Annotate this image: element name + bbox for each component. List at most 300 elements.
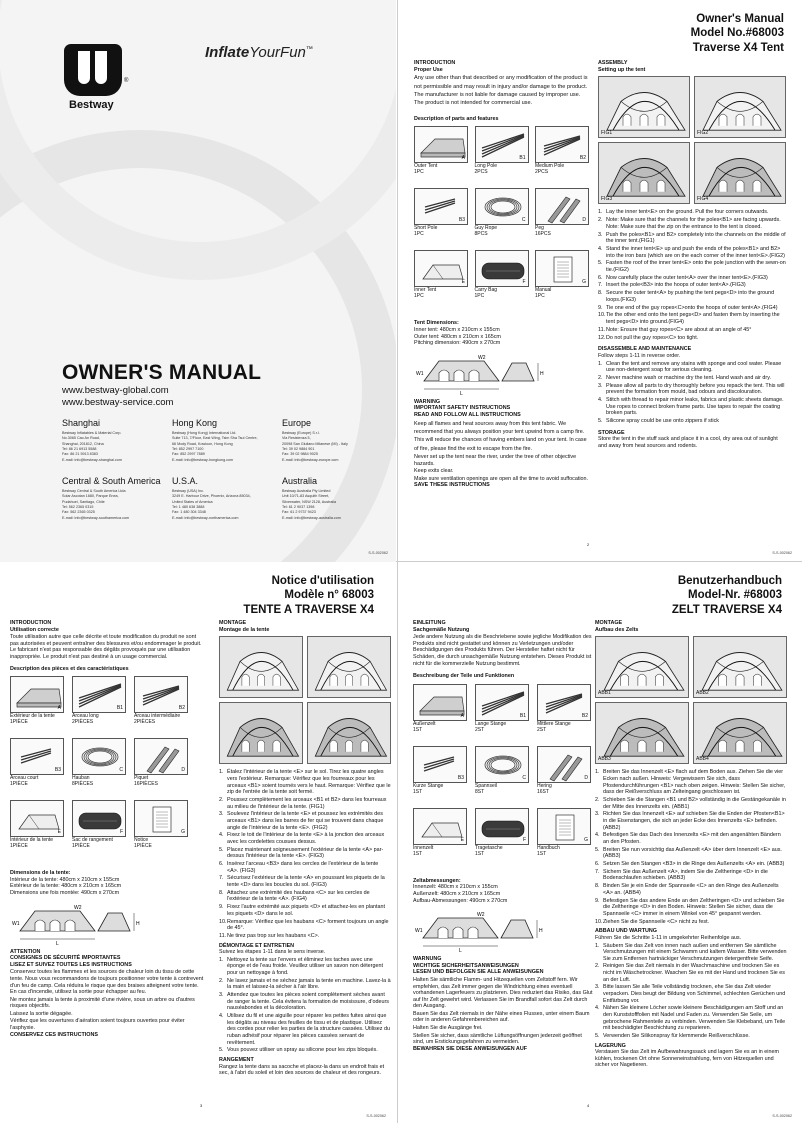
assembly-figures (219, 636, 391, 768)
parts-grid (414, 126, 589, 316)
page-number: 3 (200, 1103, 203, 1109)
part-letter: A (57, 705, 61, 712)
part-caption (537, 784, 591, 796)
office-line: United States of America (172, 499, 213, 504)
step-item (595, 984, 787, 1004)
office-line: 3249 E. Harbour Drive, Phoenix, Arizona 85034, (172, 494, 251, 499)
office-line: No.3065 Cao An Road, (62, 436, 100, 441)
brand-name: Bestway (69, 99, 114, 111)
tent-window (50, 920, 60, 931)
part-name: Extérieur de la tente (10, 713, 55, 720)
model-number: Model-Nr. #68003 (688, 589, 782, 602)
part-drawing (414, 685, 467, 721)
warning-text-3: Laissez la sortie dégagée. (10, 1010, 73, 1017)
step-number: 6. (595, 861, 600, 868)
office-line: Tel: 61 2 9037 1398 (282, 505, 315, 510)
save-instructions: BEWAHREN SIE DIESE ANWEISUNGEN AUF (413, 1045, 528, 1052)
save-instructions: SAVE THESE INSTRUCTIONS (414, 482, 490, 489)
part-item (72, 800, 126, 850)
step-number: 3. (595, 811, 600, 818)
part-image (537, 684, 591, 721)
part-name: Arceau intermédiaire (134, 713, 181, 720)
step-number: 4. (595, 832, 600, 839)
office-line: Pudahuel, Santiago, Chile (62, 499, 105, 504)
part-name: Piquet (134, 775, 149, 782)
part-name: Kurze Stange (413, 782, 444, 789)
step-text: Befestigen Sie das Dach des Innenzelts <E> mit den angenähten Bändern an den Pfosten. (603, 832, 781, 845)
figure-label: FIG3 (601, 196, 613, 203)
part-image (413, 746, 467, 783)
part-quantity: 1ST (413, 726, 423, 733)
maintenance-steps (219, 957, 391, 1054)
step-number: 8. (595, 883, 600, 890)
assembly-figure-3 (595, 702, 689, 764)
step-item (598, 418, 786, 425)
step-text: Insérez l'arceau <B3> dans les cercles de l'extérieur de la tente <A>. (FIG3) (227, 861, 379, 874)
part-caption (535, 226, 589, 238)
step-number: 9. (219, 904, 224, 911)
part-item (475, 250, 529, 300)
part-caption (72, 838, 126, 850)
page-number: 4 (587, 1103, 590, 1109)
office-address (172, 431, 282, 463)
part-drawing (476, 809, 529, 845)
step-number: 6. (598, 274, 603, 281)
part-caption (475, 164, 529, 176)
step-item (595, 943, 787, 963)
setup-heading: Setting up the tent (598, 66, 646, 73)
step-text: Tie the other end onto the tent pegs<D> and fasten them by inserting the tent pegs<D> into ground.(FIG4) (606, 312, 780, 325)
warning-text-3: Keep exits clear. (414, 468, 454, 475)
step-text: Lay the inner tent<E> on the ground. Pull the four corners outwards. (606, 209, 769, 216)
step-text: Nettoyez la tente sur l'envers et éliminez les taches avec une éponge et de l'eau froide. Veuillez utiliser un savon non détergent pour un nettoyage à fond. (227, 956, 383, 977)
part-image (134, 738, 188, 775)
office-city: Shanghai (62, 418, 101, 428)
step-text: Attendez que toutes les pièces soient complètement sèches avant de ranger la tente. Cela évitera la formation de moisissure, d'odeurs nauséabondes et la décoloration. (227, 992, 389, 1012)
part-quantity: 1ST (413, 850, 423, 857)
part-letter: B2 (178, 705, 185, 712)
step-item (595, 861, 787, 868)
dimension-1: Innenzelt: 480cm x 210cm x 155cm (413, 884, 498, 891)
dimension-2: Outer tent: 480cm x 210cm x 165cm (414, 333, 501, 340)
page-number: 2 (587, 542, 590, 548)
storage-text: Rangez la tente dans sa sacoche et placez-la dans un endroit frais et sec, à l'abri du soleil et loin des sources de chaleur et des rongeurs. (219, 1063, 385, 1077)
step-text: Please allow all parts to dry thoroughly before you repack the tent. This will prevent the formation from mould, bad odours and discolouration. (606, 382, 785, 396)
step-text: Nähen Sie kleinere Löcher sowie kleinere Beschädigungen am Stoff und an den Kunststofffolien mit Nadel und Faden zu. Verwenden Sie Seile, um gebrochene Rahmenteile zu verbinden. Verwenden Sie Klebeband, um Teile mit beschädigter Beschichtung zu reparieren. (603, 1005, 786, 1032)
step-text: Placez maintenant soigneusement l'extérieur de la tente <A> par-dessus l'intérieur de la tente <E>. (FIG3) (227, 846, 384, 860)
step-number: 3. (219, 811, 224, 818)
step-number: 3. (598, 231, 603, 238)
part-caption (134, 776, 188, 788)
office-line: Solar Ascotan 1680, Parque Enea, (62, 494, 119, 499)
part-name: Guy Rope (474, 225, 498, 232)
url-global[interactable]: www.bestway-global.com (62, 385, 169, 396)
office-5 (172, 476, 282, 521)
figure-grid (219, 636, 391, 768)
assembly-figure-1 (219, 636, 303, 698)
office-address (172, 489, 282, 521)
part-letter: D (181, 767, 185, 774)
disassemble-heading: ABBAU UND WARTUNG (595, 928, 657, 935)
step-number: 8. (219, 889, 224, 896)
part-name: Outer Tent (414, 163, 438, 170)
page-header (243, 574, 374, 617)
part-image (10, 676, 64, 713)
part-item (413, 684, 467, 734)
office-line: Unit 10/71-83 Asquith Street, (282, 494, 330, 499)
part-caption (413, 784, 467, 796)
step-number: 6. (219, 861, 224, 868)
office-4 (62, 476, 172, 521)
step-item (219, 847, 391, 860)
part-image (413, 684, 467, 721)
office-line: E-mail: info@bestway-europe.com (282, 457, 339, 462)
part-image (537, 808, 591, 845)
part-drawing (476, 189, 529, 225)
part-name: Spannseil (475, 782, 497, 789)
office-line: Tel: 1 480 638 3888 (172, 505, 205, 510)
part-caption (413, 846, 467, 858)
part-quantity: 2ST (475, 726, 485, 733)
part-quantity: 1PC (535, 293, 545, 300)
proper-use-heading: Sachgemäße Nutzung (413, 626, 470, 633)
left-column (414, 56, 589, 489)
part-name: Inner Tent (414, 287, 437, 294)
part-quantity: 2PCS (474, 169, 488, 176)
part-letter: B3 (457, 774, 464, 781)
step-number: 4. (598, 245, 603, 252)
office-line: Fax: 39 02 9884 9025 (282, 452, 318, 457)
part-name: Hering (537, 782, 552, 789)
step-item (219, 1013, 391, 1046)
cover-urls (62, 385, 173, 410)
office-2 (172, 418, 282, 463)
part-drawing (415, 251, 468, 287)
bestway-logo (64, 44, 122, 96)
step-number: 2. (595, 796, 600, 803)
part-caption (414, 288, 468, 300)
dimension-1: Intérieur de la tente: 480cm x 210cm x 155cm (10, 876, 120, 883)
product-name: Traverse X4 Tent (692, 41, 784, 54)
part-letter: D (584, 774, 588, 781)
step-text: Binden Sie je ein Ende der Spannseile <C> an den Ringe des Außenzelts <A> an. (ABB4) (603, 883, 779, 896)
english-page (401, 0, 802, 562)
part-drawing (538, 747, 591, 783)
office-city: U.S.A. (172, 476, 199, 486)
part-name: Short Pole (414, 225, 438, 232)
step-item (219, 832, 391, 845)
part-image (475, 684, 529, 721)
assembly-figure-4 (694, 142, 786, 204)
dimension-label-h: H (540, 370, 544, 377)
part-caption (10, 776, 64, 788)
office-line: Tel: 86 21 6913 5588 (62, 447, 97, 452)
step-number: 3. (598, 382, 603, 389)
part-image (72, 676, 126, 713)
step-text: Do not pull the guy ropes<C> too tight. (606, 334, 699, 341)
step-text: Secure the outer tent<A> by pushing the tent pegs<D> into the ground loops.(FIG3) (606, 290, 775, 303)
step-number: 4. (219, 832, 224, 839)
part-image (414, 126, 468, 163)
step-number: 3. (219, 992, 224, 999)
office-line: Tel: 852 2997 7100 (172, 447, 204, 452)
part-quantity: 16PIÈCES (134, 780, 158, 787)
part-item (414, 250, 468, 300)
office-line: Tel: 562 2365 0315 (62, 505, 94, 510)
part-name: Medium Pole (535, 163, 565, 170)
office-line: Fax: 1 480 304 3348 (172, 510, 206, 515)
part-name: Arceau court (10, 775, 39, 782)
step-item (219, 861, 391, 874)
parts-heading: Description of parts and features (414, 115, 499, 122)
step-number: 2. (219, 796, 224, 803)
step-text: Vous pouvez utiliser un spray au silicone pour les zips bloqués. (227, 1047, 378, 1054)
part-drawing (11, 801, 64, 837)
disassemble-intro: Follow steps 1-11 in reverse order. (598, 352, 681, 359)
step-item (598, 282, 786, 289)
left-column (10, 616, 205, 1038)
step-number: 5. (219, 1047, 224, 1054)
office-line: Fax: 61 2 9737 9423 (282, 510, 316, 515)
part-letter: D (582, 217, 586, 224)
part-letter: F (522, 279, 526, 286)
part-name: Arceau long (72, 713, 99, 720)
office-line: E-mail: info@bestway-southamerica.com (62, 515, 130, 520)
office-line: E-mail: info@bestway-northamerica.com (172, 515, 239, 520)
office-address (282, 489, 392, 521)
part-image (414, 250, 468, 287)
part-letter: G (181, 829, 185, 836)
model-number: Modèle n° 68003 (284, 589, 374, 602)
tent-window (438, 927, 448, 938)
dimension-label-h: H (539, 928, 543, 935)
figure-label: ABB1 (598, 690, 611, 697)
dimensions-heading: Zeltabmessungen: (413, 877, 461, 884)
assembly-figure-3 (219, 702, 303, 764)
step-item (595, 883, 787, 896)
slogan-second: YourFun (249, 44, 306, 61)
read-heading: READ AND FOLLOW ALL INSTRUCTIONS (414, 411, 521, 418)
office-line: Tel: 39 02 9884 901 (282, 447, 315, 452)
part-quantity: 8PIÈCES (72, 780, 94, 787)
part-letter: B3 (54, 767, 61, 774)
tent-window (469, 370, 479, 381)
parts-grid (10, 676, 205, 866)
part-caption (535, 164, 589, 176)
part-name: Außenzelt (413, 720, 436, 727)
maintenance-steps (598, 361, 786, 425)
part-image (134, 800, 188, 837)
step-text: Sichern Sie das Außenzelt <A>, indem Sie die Zeltheringe <D> in die Bodenschlaufen schieben. (ABB3) (603, 868, 768, 882)
warning-text-4: Stellen Sie sicher, dass sämtliche Lüftungsöffnungen jederzeit geöffnet sind, um Erstickungsgefahren zu vermeiden. (413, 1032, 582, 1046)
step-number: 10. (598, 312, 606, 319)
part-quantity: 1PC (474, 293, 485, 300)
left-column (413, 616, 593, 1052)
sku-code: S-S-002062 (772, 1114, 792, 1119)
part-item (134, 676, 188, 726)
office-line: Suite 713, 7/Floor, East Wing, Tsim Sha Tsui Centre, (172, 436, 258, 441)
step-item (598, 275, 786, 282)
assembly-heading: MONTAGE (219, 620, 247, 626)
part-quantity: 1PC (414, 169, 424, 176)
step-number: 7. (598, 282, 603, 289)
french-page (0, 562, 396, 1123)
part-letter: A (460, 712, 464, 719)
registered-mark: ® (124, 78, 129, 84)
part-letter: E (57, 829, 61, 836)
model-number: Model No.#68003 (690, 27, 784, 40)
step-number: 11. (219, 932, 227, 939)
part-image (475, 250, 529, 287)
assembly-heading: MONTAGE (595, 620, 623, 626)
step-text: Never machine wash or machine dry the tent. Hand wash and air dry. (606, 374, 771, 381)
part-drawing (11, 677, 64, 713)
part-caption (413, 722, 467, 734)
warning-text-4: Vérifiez que les ouvertures d'aération soient toujours ouvertes pour éviter l'asphyxie. (10, 1018, 185, 1032)
read-heading: LESEN UND BEFOLGEN SIE ALLE ANWEISUNGEN (413, 969, 544, 976)
office-line: Silverwater, NSW 2128, Australia (282, 499, 337, 504)
part-caption (475, 722, 529, 734)
part-letter: C (119, 767, 123, 774)
part-item (72, 738, 126, 788)
part-quantity: 2PCS (535, 169, 549, 176)
tent-window (454, 370, 464, 381)
step-number: 5. (595, 846, 600, 853)
dimension-2: Außenzelt: 480cm x 210cm x 165cm (413, 890, 501, 897)
disassemble-intro: Führen Sie die Schritte 1-11 in umgekehrter Reihenfolge aus. (595, 934, 742, 941)
setup-heading: Aufbau des Zelts (595, 626, 639, 633)
part-letter: C (521, 217, 526, 224)
warning-text-1: Conservez toutes les flammes et les sources de chaleur loin du tissu de cette tente. Nous vous recommandons de toujours positionner votre tente à contrevent d'un feu de camp. Cela réduira le risque que des braises atteignent votre tente. En cas d'incendie, utilisez la sortie pour échapper au feu. (10, 969, 204, 996)
part-image (475, 188, 529, 225)
part-image (10, 800, 64, 837)
step-number: 4. (598, 397, 603, 404)
step-text: Schieben Sie die Stangen <B1 und B2> vollständig in die Gestängekanäle in der Mitte des Innenzelts ein. (ABB1) (603, 796, 786, 810)
part-item (134, 738, 188, 788)
figure-label: FIG1 (601, 130, 613, 137)
tent-side-view (98, 913, 130, 931)
figure-grid (598, 76, 786, 208)
part-image (414, 188, 468, 225)
step-number: 7. (219, 875, 224, 882)
step-text: Fasten the roof of the inner tent<E> onto the pole junction with the sewn-on tie.(FIG2) (606, 260, 786, 273)
step-text: Tie one end of the guy ropes<C>onto the hoops of outer tent<A>.(FIG4) (606, 304, 778, 311)
step-item (598, 375, 786, 382)
step-item (598, 312, 786, 325)
step-text: Verwenden Sie Silikonspray für klemmende Reißverschlüsse. (603, 1032, 750, 1039)
part-item (535, 126, 589, 176)
safety-heading: CONSIGNES DE SÉCURITÉ IMPORTANTES (10, 955, 121, 962)
part-caption (414, 164, 468, 176)
part-letter: B3 (458, 217, 465, 224)
part-caption (475, 846, 529, 858)
german-page (401, 562, 802, 1123)
sku-code: S-S-002062 (366, 1114, 386, 1119)
step-item (598, 361, 786, 374)
step-text: Stand the inner tent<E> up and push the ends of the poles<B1> and B2> into the iron bars (which are on the each corner of the inner tent<E>.(FIG2) (606, 245, 785, 259)
part-drawing (415, 127, 468, 163)
url-service[interactable]: www.bestway-service.com (62, 397, 174, 409)
office-address (62, 431, 172, 463)
part-item (535, 188, 589, 238)
part-name: Innenzelt (413, 844, 434, 851)
part-image (475, 126, 529, 163)
part-quantity: 1ST (413, 788, 423, 795)
product-name: ZELT TRAVERSE X4 (671, 603, 782, 616)
disassemble-heading: DISASSEMBLE AND MAINTENANCE (598, 346, 692, 353)
part-letter: C (522, 774, 526, 781)
part-drawing (135, 739, 188, 775)
part-quantity: 1ST (537, 850, 547, 857)
proper-use-text: Any use other than that described or any modification of the product is not permissible and may result in injury and/or damage to the product. The manufacturer is not liable for damage caused by improper use. The product is not intended for commercial use. (414, 75, 588, 107)
step-item (219, 890, 391, 903)
part-quantity: 1PIÈCE (72, 842, 90, 849)
assembly-figure-4 (307, 702, 391, 764)
part-name: Long Pole (474, 163, 498, 170)
dimension-1: Inner tent: 480cm x 210cm x 155cm (414, 326, 500, 333)
part-quantity: 2PIÈCES (72, 718, 94, 725)
part-name: Tragetasche (475, 844, 503, 851)
part-letter: A (461, 155, 465, 162)
part-item (475, 188, 529, 238)
safety-heading: WICHTIGE SICHERHEITSANWEISUNGEN (413, 962, 519, 969)
step-text: Clean the tent and remove any stains with sponge and cool water. Please use non-detergent soap for serious cleaning. (606, 360, 782, 374)
step-text: Setzen Sie den Stangen <B3> in die Ringe des Außenzelts <A> ein. (ABB3) (603, 861, 785, 868)
part-name: Intérieur de la tente (10, 837, 54, 844)
storage-text: Verstauen Sie das Zelt im Aufbewahrungssack und lagern Sie es an in einem kühlen, trockenen Ort ohne Sonneneinstrahlung, fern von Hitzequellen und sicher vor Nagetieren. (595, 1049, 779, 1069)
step-text: Utilisez du fil et une aiguille pour réparer les petites fuites ainsi que les dégâts au niveau des feuilles de tissu et de plastique. Utilisez des cordes pour relier les parties de la structure cassées. Utilisez du ruban adhésif pour réparer les pièces cassées servant de revêtement. (227, 1013, 390, 1046)
step-item (598, 260, 786, 273)
dimension-label-h: H (136, 920, 140, 927)
part-image (72, 800, 126, 837)
parts-grid (413, 684, 593, 874)
step-text: Säubern Sie das Zelt von innen nach außen und entfernen Sie sämtliche Verschmutzungen mit einem Schwamm und kaltem Wasser. Bitte verwenden Sie zum Entfernen hartnäckiger Verschmutzungen detergentfreie Seife. (603, 942, 787, 962)
part-image (413, 808, 467, 845)
tent-side-view (501, 920, 533, 938)
dimension-label-w2: W2 (477, 912, 485, 919)
dimension-label-w1: W1 (416, 370, 424, 377)
part-quantity: 1PC (414, 293, 424, 300)
step-item (219, 919, 391, 932)
part-quantity: 8ST (475, 788, 485, 795)
part-item (10, 676, 64, 726)
step-item (595, 919, 787, 926)
office-line: 20098 San Giuliano Milanese (MI) - Italy (282, 441, 348, 446)
part-name: Lange Stange (475, 720, 507, 727)
intro-heading: INTRODUCTION (414, 60, 456, 66)
part-name: Carry Bag (474, 287, 498, 294)
step-text: Sécurisez l'extérieur de la tente <A> en poussant les piquets de la tente <D> dans les boucles du sol. (FIG3) (227, 875, 385, 888)
part-item (134, 800, 188, 850)
warning-text-1: Keep all flames and heat sources away from this tent fabric. We recommend that you always position your tent upwind from a camp fire. This will reduce the chances of having embers land on your tent. In case of fire, please find the exit to escape from the fire. (414, 420, 587, 452)
safety-heading: IMPORTANT SAFETY INSTRUCTIONS (414, 405, 511, 412)
figure-grid (595, 636, 787, 768)
tent-dimension-diagram (413, 908, 593, 952)
step-number: 12. (598, 334, 606, 341)
part-caption (72, 714, 126, 726)
figure-label: FIG2 (697, 130, 709, 137)
step-number: 9. (598, 304, 603, 311)
step-item (598, 217, 786, 230)
right-column (598, 56, 786, 449)
part-quantity: 1PC (414, 231, 424, 238)
part-name: Manual (535, 287, 552, 294)
figure-label: ABB2 (696, 690, 709, 697)
office-line: Bestway (Europe) S.r.l. (282, 430, 320, 435)
assembly-figures (595, 636, 787, 768)
assembly-figure-2 (693, 636, 787, 698)
part-letter: B2 (579, 155, 586, 162)
